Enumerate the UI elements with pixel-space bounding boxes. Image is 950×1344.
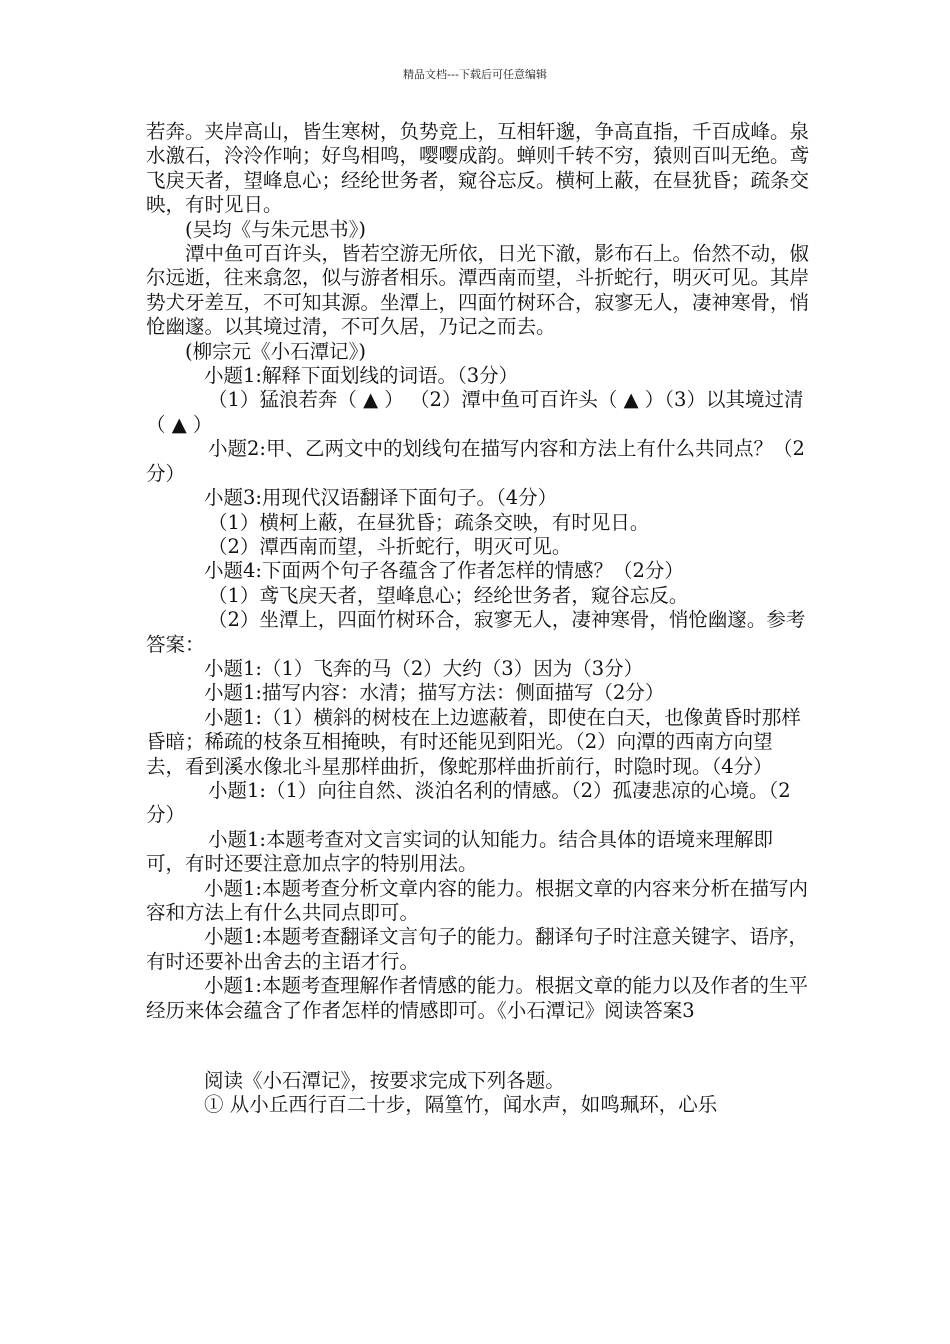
paragraph: 潭中鱼可百许头，皆若空游无所依，日光下澈，影布石上。佁然不动，俶尔远逝，往来翕忽，似与游者相乐。潭西南而望，斗折蛇行，明灭可见。其岸势犬牙差互，不可知其源。坐潭上，四面竹树环合，寂寥无人，凄神寒骨，悄怆幽邃。以其境过清，不可久居，乃记之而去。 [146, 242, 810, 339]
paragraph: （1）猛浪若奔（ ▲ ） （2）潭中鱼可百许头（ ▲ ）（3）以其境过清（ ▲ ） [146, 388, 804, 436]
paragraph: 小题1:本题考查对文言实词的认知能力。结合具体的语境来理解即可，有时还要注意加点字的特别用法。 [146, 827, 773, 876]
paragraph: 小题3:用现代汉语翻译下面句子。（4分） [204, 486, 558, 510]
paragraph: （1）鸢飞戾天者，望峰息心；经纶世务者，窥谷忘反。 [208, 583, 689, 607]
paragraph: 小题1:本题考查理解作者情感的能力。根据文章的能力以及作者的生平经历来体会蕴含了作者怎样的情感即可。《小石潭记》阅读答案3 [146, 974, 808, 1022]
paragraph: ① 从小丘西行百二十步，隔篁竹，闻水声，如鸣珮环，心乐 [204, 1093, 718, 1117]
paragraph: （2）潭西南而望，斗折蛇行，明灭可见。 [208, 534, 572, 558]
paragraph: 小题2:甲、乙两文中的划线句在描写内容和方法上有什么共同点？（2分） [146, 437, 805, 485]
paragraph: 小题1:本题考查翻译文言句子的能力。翻译句子时注意关键字、语序，有时还要补出舍去的主语才行。 [146, 925, 808, 973]
paragraph: （2）坐潭上，四面竹树环合，寂寥无人，凄神寒骨，悄怆幽邃。参考答案： [146, 608, 806, 656]
paragraph: 小题1:解释下面划线的词语。（3分） [204, 364, 519, 388]
paragraph: (柳宗元《小石潭记》) [185, 339, 366, 363]
paragraph: (吴均《与朱元思书》) [185, 217, 366, 241]
paragraph: （1）横柯上蔽，在昼犹昏；疏条交映，有时见日。 [208, 510, 650, 534]
paragraph: 小题1:（1）飞奔的马（2）大约（3）因为（3分） [204, 656, 644, 680]
paragraph: 小题1:（1）横斜的树枝在上边遮蔽着，即使在白天，也像黄昏时那样昏暗；稀疏的枝条互相掩映，有时还能见到阳光。（2）向潭的西南方向望去，看到溪水像北斗星那样曲折，像蛇那样曲折前行，时隐时现。（4分） [146, 705, 801, 778]
paragraph-spacer [146, 1023, 810, 1069]
paragraph: 小题1:本题考查分析文章内容的能力。根据文章的内容来分析在描写内容和方法上有什么共同点即可。 [146, 876, 808, 924]
page-header: 精品文档---下载后可任意编辑 [403, 68, 547, 81]
document-body [146, 120, 810, 1118]
paragraph: 若奔。夹岸高山，皆生寒树，负势竞上，互相轩邈，争高直指，千百成峰。泉水激石，泠泠作响；好鸟相鸣，嘤嘤成韵。蝉则千转不穷，猿则百叫无绝。鸢飞戾天者，望峰息心；经纶世务者，窥谷忘反。横柯上蔽，在昼犹昏；疏条交映，有时见日。 [146, 120, 810, 217]
paragraph: 小题1:描写内容：水清；描写方法：侧面描写（2分） [204, 681, 665, 705]
paragraph: 小题1:（1）向往自然、淡泊名利的情感。（2）孤凄悲凉的心境。（2分） [146, 778, 791, 827]
paragraph: 小题4:下面两个句子各蕴含了作者怎样的情感？（2分） [204, 559, 684, 583]
paragraph: 阅读《小石潭记》，按要求完成下列各题。 [204, 1069, 565, 1093]
